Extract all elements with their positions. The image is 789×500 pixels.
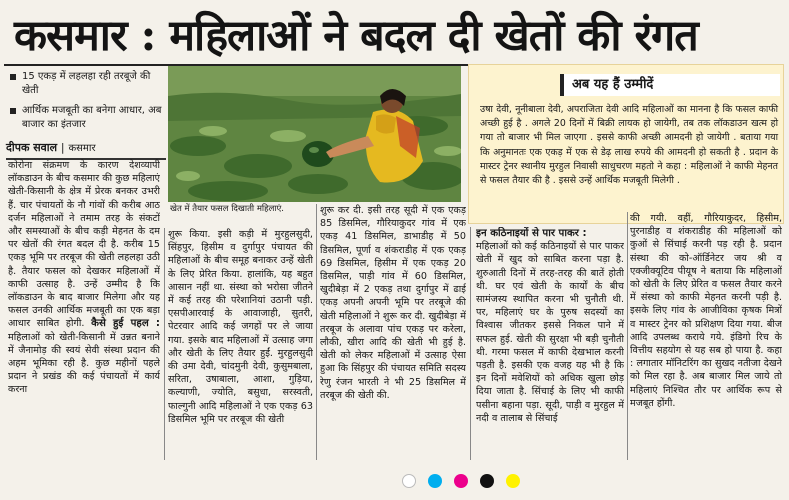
article-column-5 [630, 212, 782, 462]
callout-body: उषा देवी, नूनीबाला देवी, अपराजिता देवी आदि महिलाओं का मानना है कि फसल काफी अच्छी हुई है . अगले 20 दिनों में बिक्री लायक हो जायेगी, तब तक लॉकडाउन खत्म हो गया तो बाजार भी मिल जाएगा . इससे काफी अच्छी आमदनी हो जायेगी . बताया गया कि अनुमानतः एक एकड़ में एक से डेढ़ लाख रुपये की आमदनी हो सकती है . प्रदान के मास्टर ट्रेनर स्थानीय मुरहुल निवासी साधुचरण महतो ने कहा : महिलाओं ने काफी मेहनत से फसल तैयार की है . इससे उन्हें आर्थिक मजबूती मिलेगी . [480, 104, 778, 187]
subheading-initiative: कैसे हुई पहल : [91, 318, 160, 330]
highlight-item [6, 70, 162, 98]
highlights [6, 70, 162, 138]
byline [6, 140, 166, 160]
highlight-item [6, 104, 162, 132]
column-text: महिलाओं को खेती-किसानी में उन्नत बनाने में जैनामोड़ की स्वयं सेवी संस्था प्रदान की अहम भूमिका रही है. कुछ महीनों पहले प्रदान ने प्रखंड की कई पंचायतों में कार्य करना [8, 331, 160, 396]
photo-caption: खेत में तैयार फसल दिखाती महिलाएं. [170, 204, 284, 214]
bullet-square-icon [10, 74, 16, 80]
headline: कसमार : महिलाओं ने बदल दी खेतों की रंगत [14, 11, 698, 61]
column-text: महिलाओं को कई कठिनाइयों से पार पाकर खेती में खुद को साबित करना पड़ा है. शुरुआती दिनों में तरह-तरह की बातें होती थी. घर एवं खेती के कार्यों के बीच सामंजस्य स्थापित करना भी चुनौती थी. पर, महिलाएं घर के पुरुष सदस्यों का विश्वास जीतकर इससे निकल पाने में सफल हुई. खेती की सुरक्षा भी बड़ी चुनौती थी. गरमा फसल में काफी देखभाल करनी पड़ती है. इसकी एक वजह यह भी है कि इन दिनों मवेशियों को अधिक खुला छोड़ दिया जाता है. सिंचाई के लिए भी काफी पसीना बहाना पड़ा. सूदी, पाड़ी व मुरहुल में नदी व तालाब से सिंचाई [476, 241, 624, 424]
column-divider [627, 212, 628, 460]
registration-mark-magenta [454, 474, 468, 488]
print-registration-strip [0, 462, 789, 500]
article-photo [168, 66, 461, 202]
registration-mark-white [402, 474, 416, 488]
field-women-illustration [168, 66, 461, 202]
byline-separator: | [60, 141, 65, 154]
subheading-difficulties: इन कठिनाइयों से पार पाकर : [476, 228, 587, 239]
column-divider [470, 227, 471, 460]
registration-mark-cyan [428, 474, 442, 488]
byline-location: कसमार [68, 143, 96, 154]
column-divider [316, 204, 317, 460]
article-column-4 [476, 227, 624, 460]
bullet-square-icon [10, 108, 16, 114]
registration-mark-black [480, 474, 494, 488]
article-column-2 [168, 228, 313, 460]
registration-mark-yellow [506, 474, 520, 488]
column-text: शुरू कर दी. इसी तरह सूदी में एक एकड़ 85 डिसमिल, गौरियाकुदर गांव में एक एकड़ 41 डिसमिल, डाभाडीह में 50 डिसमिल, पूर्णा व शंकराडीह में एक एकड़ 69 डिसमिल, हिसीम में एक एकड़ 20 डिसमिल, पाड़ी गांव में 60 डिसमिल, खुदीबेड़ा में 2 एकड़ तथा दुर्गापुर में ढाई एकड़ अपनी अपनी भूमि पर तरबूजे की खेती महिलाओं ने शुरू कर दी. खुदीबेड़ा में तरबूज के अलावा पांच एकड़ पर करेला, लौकी, खीरा आदि की खेती भी हुई है. खेती को लेकर महिलाओं में उत्साह ऐसा हुआ कि सिंहपुर की पंचायत समिति सदस्य रेणु रंजन भारती ने भी 25 डिसमिल में तरबूज की खेती की. [320, 205, 466, 401]
highlight-text: 15 एकड़ में लहलहा रही तरबूजे की खेती [22, 71, 151, 96]
column-text: कोरोना संक्रमण के कारण देशव्यापी लॉकडाउन के बीच कसमार की कुछ महिलाएं खेती-किसानी के क्षेत्र में प्रेरक बनकर उभरी हैं. चार पंचायतों के नौ गांवों की करीब आठ दर्जन महिलाओं ने तमाम तरह के संकटों और समस्याओं के बीच कड़ी मेहनत के दम पर खेतों की रंगत बदल दी है. करीब 15 एकड़ भूमि पर तरबूज की खेती लहलहा उठी है. तैयार फसल को देखकर महिलाओं में काफी उत्साह है. उन्हें उम्मीद है कि लॉकडाउन के बाद बाजार मिलेगा और यह फसल उनकी आर्थिक मजबूती का एक बड़ा आधार साबित होगी. [8, 160, 160, 330]
article-column-1 [8, 159, 160, 455]
column-text: की गयी. वहीं, गौरियाकुदर, हिसीम, पुरनाडीह व शंकराडीह की महिलाओं को कुओं से सिंचाई करनी पड़ रही है. प्रदान संस्था की को-ऑर्डिनेटर जय श्री व एक्जीक्यूटिव पीयूष ने बताया कि महिलाओं को खेती के लिए प्रेरित व फसल तैयार करने में संस्था को काफी मेहनत करनी पड़ी है. इसके लिए गांव के आजीविका कृषक मित्रों व मास्टर ट्रेनर को प्रशिक्षण दिया गया. बीज आदि उपलब्ध कराये गये. इंडिगो रिच के वित्तीय सहयोग से यह सब हो पाया है. कहा : लगातार मॉनिटरिंग का सुखद नतीजा देखने को मिल रहा है. अब बाजार मिल जाये तो महिलाएं निश्चित तौर पर आर्थिक रूप से मजबूत होंगी. [630, 213, 782, 409]
byline-author: दीपक सवाल [6, 141, 58, 154]
column-text: शुरू किया. इसी कड़ी में मुरहुलसुदी, सिंहपुर, हिसीम व दुर्गापुर पंचायत की महिलाओं के बीच समूह बनाकर उन्हें खेती के लिए प्रेरित किया. हालांकि, यह बहुत आसान नहीं था. संस्था को भरोसा जीतने में कई तरह की परेशानियां उठानी पड़ी. एसपीआरवाई के आवाजाही, सुतरी, पेटरवार आदि कई जगहों पर ले जाया गया. इसके बाद महिलाओं में उत्साह जगा और खेती के लिए तैयार हुईं. मुरहुलसुदी की उमा देवी, चांदमुनी देवी, कुसुमबाला, सरिता, उषाबाला, आशा, गुड़िया, कल्याणी, ज्योति, बसुधा, सरस्वती, फाल्गुनी आदि महिलाओं ने एक एकड़ 63 डिसमिल भूमि पर तरबूज की खेती [168, 229, 313, 425]
column-divider [164, 228, 165, 460]
highlight-text: आर्थिक मजबूती का बनेगा आधार, अब बाजार का इंतजार [22, 105, 162, 130]
article-column-3 [320, 204, 466, 460]
callout-title: अब यह हैं उम्मीदें [560, 74, 780, 96]
